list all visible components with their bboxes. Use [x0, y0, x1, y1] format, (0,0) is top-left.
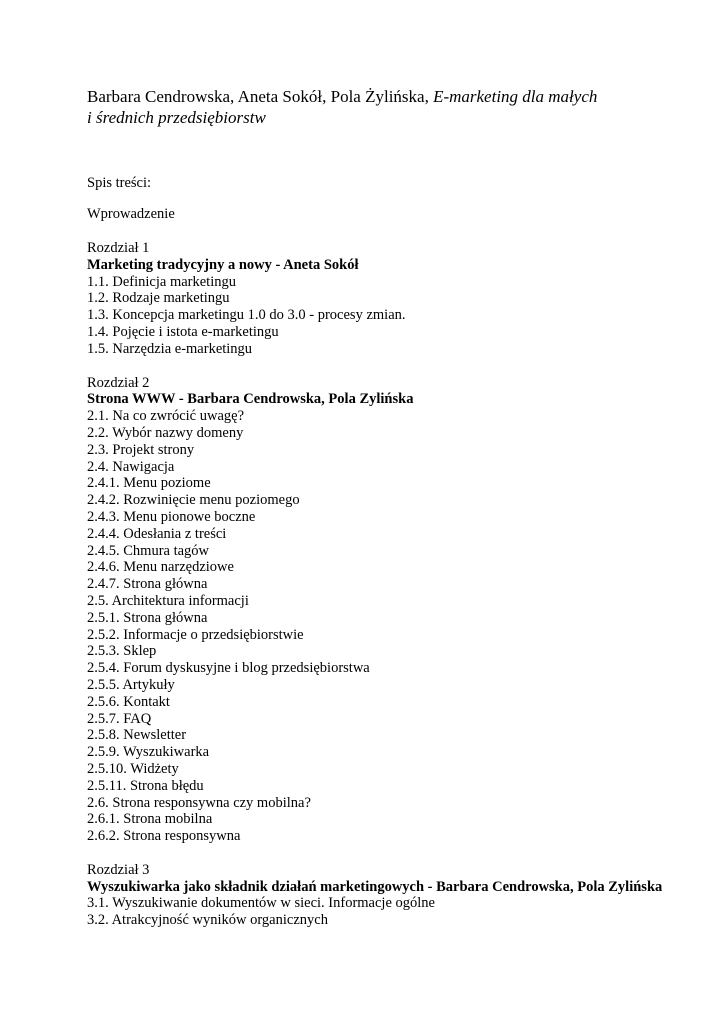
toc-entry: 3.1. Wyszukiwanie dokumentów w sieci. Informacje ogólne	[87, 895, 435, 912]
toc-entry: 1.5. Narzędzia e-marketingu	[87, 340, 253, 357]
toc-entry: 2.1. Na co zwrócić uwagę?	[87, 408, 245, 425]
toc-entry: 2.4.1. Menu poziome	[87, 475, 211, 492]
chapter-label: Rozdział 2	[87, 374, 150, 391]
toc-entry: 2.6.2. Strona responsywna	[87, 828, 241, 845]
toc-entry: 2.3. Projekt strony	[87, 441, 195, 458]
document-page	[87, 86, 687, 929]
title-authors: Barbara Cendrowska, Aneta Sokół, Pola Żylińska,	[87, 87, 434, 106]
toc-chapters	[87, 240, 687, 929]
toc-entry: 2.5.5. Artykuły	[87, 676, 175, 693]
toc-entry: 1.2. Rodzaje marketingu	[87, 290, 230, 307]
toc-entry: 3.2. Atrakcyjność wyników organicznych	[87, 912, 328, 929]
toc-entry: 2.5.4. Forum dyskusyjne i blog przedsiębiorstwa	[87, 660, 370, 677]
chapter-heading: Strona WWW - Barbara Cendrowska, Pola Zylińska	[87, 391, 414, 408]
toc-entry: 2.4.2. Rozwinięcie menu poziomego	[87, 492, 300, 509]
chapter-label: Rozdział 1	[87, 240, 150, 256]
toc-entry: 2.5.11. Strona błędu	[87, 777, 204, 794]
toc-entry: 2.5.9. Wyszukiwarka	[87, 744, 210, 761]
chapter-heading: Marketing tradycyjny a nowy - Aneta Sokół	[87, 256, 359, 273]
document-title	[87, 86, 687, 128]
toc-entry: 2.4.4. Odesłania z treści	[87, 525, 227, 542]
toc-entry: 2.5. Architektura informacji	[87, 592, 249, 609]
toc-entry: 1.4. Pojęcie i istota e-marketingu	[87, 323, 279, 340]
toc-entry: 2.6.1. Strona mobilna	[87, 811, 213, 828]
toc-entry: 2.2. Wybór nazwy domeny	[87, 424, 244, 441]
title-book-line1: E-marketing dla małych	[433, 87, 598, 106]
toc-entry: 2.4.7. Strona główna	[87, 576, 208, 593]
toc-entry: 2.5.7. FAQ	[87, 710, 152, 727]
toc-entry: 2.4. Nawigacja	[87, 458, 175, 475]
toc-entry: 2.5.8. Newsletter	[87, 727, 187, 744]
chapter-section	[87, 375, 687, 845]
title-book-line2: i średnich przedsiębiorstw	[87, 108, 266, 127]
toc-entry: 2.5.3. Sklep	[87, 643, 157, 660]
toc-entry: 2.5.2. Informacje o przedsiębiorstwie	[87, 626, 304, 643]
toc-entry: 1.3. Koncepcja marketingu 1.0 do 3.0 - procesy zmian.	[87, 307, 406, 324]
toc-entry: 1.1. Definicja marketingu	[87, 273, 236, 290]
chapter-section	[87, 240, 687, 358]
chapter-heading: Wyszukiwarka jako składnik działań marketingowych - Barbara Cendrowska, Pola Zylińska	[87, 878, 663, 895]
toc-entry: 2.4.6. Menu narzędziowe	[87, 559, 234, 576]
toc-label: Spis treści:	[87, 175, 152, 191]
toc-intro: Wprowadzenie	[87, 206, 175, 222]
chapter-section	[87, 862, 687, 929]
toc-entry: 2.4.5. Chmura tagów	[87, 542, 210, 559]
toc-entry: 2.4.3. Menu pionowe boczne	[87, 508, 256, 525]
toc-entry: 2.5.1. Strona główna	[87, 609, 208, 626]
toc-entry: 2.5.10. Widżety	[87, 760, 179, 777]
chapter-label: Rozdział 3	[87, 861, 150, 878]
toc-entry: 2.6. Strona responsywna czy mobilna?	[87, 794, 311, 811]
toc-entry: 2.5.6. Kontakt	[87, 693, 170, 710]
